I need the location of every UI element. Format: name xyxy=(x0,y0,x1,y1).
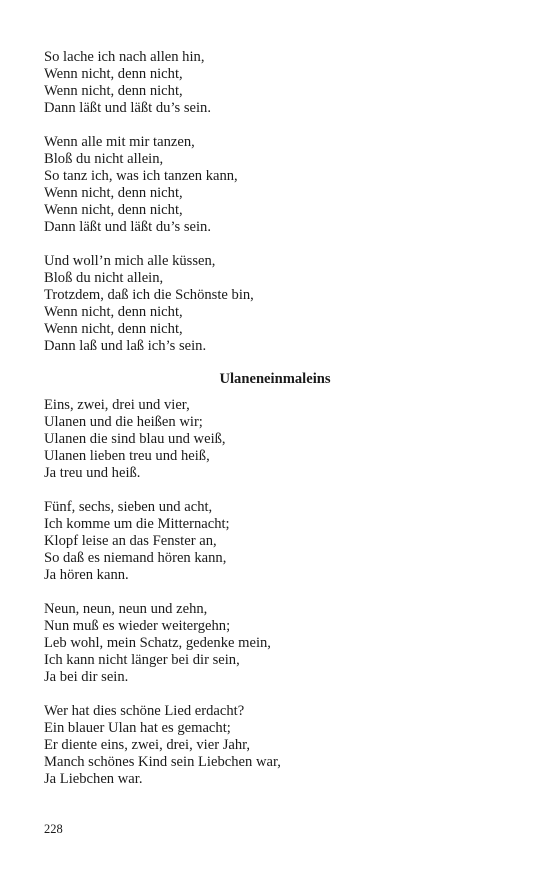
stanza xyxy=(44,134,506,236)
stanza xyxy=(44,397,506,482)
verse-line: Er diente eins, zwei, drei, vier Jahr, xyxy=(44,737,251,753)
stanza xyxy=(44,703,506,788)
verse-line: Klopf leise an das Fenster an, xyxy=(44,533,217,549)
verse-line: Wenn nicht, denn nicht, xyxy=(44,202,183,218)
verse-line: Wenn nicht, denn nicht, xyxy=(44,321,183,337)
verse-line: Trotzdem, daß ich die Schönste bin, xyxy=(44,287,254,303)
verse-line: Ich kann nicht länger bei dir sein, xyxy=(44,652,240,668)
verse-line: Bloß du nicht allein, xyxy=(44,270,164,286)
verse-line: Und woll’n mich alle küssen, xyxy=(44,253,216,269)
stanza-gap xyxy=(44,686,506,703)
verse-line: Eins, zwei, drei und vier, xyxy=(44,397,190,413)
page-number: 228 xyxy=(44,822,63,836)
book-page xyxy=(44,49,506,788)
stanza xyxy=(44,601,506,686)
verse-line: Ulanen lieben treu und heiß, xyxy=(44,448,210,464)
verse-line: Dann läßt und läßt du’s sein. xyxy=(44,219,211,235)
verse-line: Leb wohl, mein Schatz, gedenke mein, xyxy=(44,635,271,651)
stanza xyxy=(44,253,506,355)
verse-line: Ja bei dir sein. xyxy=(44,669,129,685)
verse-line: Manch schönes Kind sein Liebchen war, xyxy=(44,754,281,770)
stanza-gap xyxy=(44,482,506,499)
stanza xyxy=(44,49,506,117)
song-title: Ulaneneinmaleins xyxy=(219,371,331,387)
verse-line: So tanz ich, was ich tanzen kann, xyxy=(44,168,238,184)
verse-line: Ja Liebchen war. xyxy=(44,771,143,787)
verse-line: Wenn alle mit mir tanzen, xyxy=(44,134,195,150)
verse-line: Wenn nicht, denn nicht, xyxy=(44,185,183,201)
verse-line: Bloß du nicht allein, xyxy=(44,151,164,167)
stanza-gap xyxy=(44,117,506,134)
verse-line: Fünf, sechs, sieben und acht, xyxy=(44,499,213,515)
verse-line: So lache ich nach allen hin, xyxy=(44,49,205,65)
verse-line: Ja hören kann. xyxy=(44,567,129,583)
stanza-gap xyxy=(44,236,506,253)
verse-line: Wer hat dies schöne Lied erdacht? xyxy=(44,703,245,719)
verse-line: Dann läßt und läßt du’s sein. xyxy=(44,100,211,116)
verse-line: Wenn nicht, denn nicht, xyxy=(44,66,183,82)
verse-line: Ulanen und die heißen wir; xyxy=(44,414,203,430)
stanza xyxy=(44,499,506,584)
verse-line: Ja treu und heiß. xyxy=(44,465,141,481)
stanza-gap xyxy=(44,584,506,601)
verse-line: Ich komme um die Mitternacht; xyxy=(44,516,230,532)
verse-line: Dann laß und laß ich’s sein. xyxy=(44,338,207,354)
verse-line: Wenn nicht, denn nicht, xyxy=(44,83,183,99)
verse-line: So daß es niemand hören kann, xyxy=(44,550,227,566)
verse-line: Neun, neun, neun und zehn, xyxy=(44,601,208,617)
verse-line: Nun muß es wieder weitergehn; xyxy=(44,618,231,634)
verse-line: Ein blauer Ulan hat es gemacht; xyxy=(44,720,231,736)
verse-line: Wenn nicht, denn nicht, xyxy=(44,304,183,320)
verse-line: Ulanen die sind blau und weiß, xyxy=(44,431,226,447)
